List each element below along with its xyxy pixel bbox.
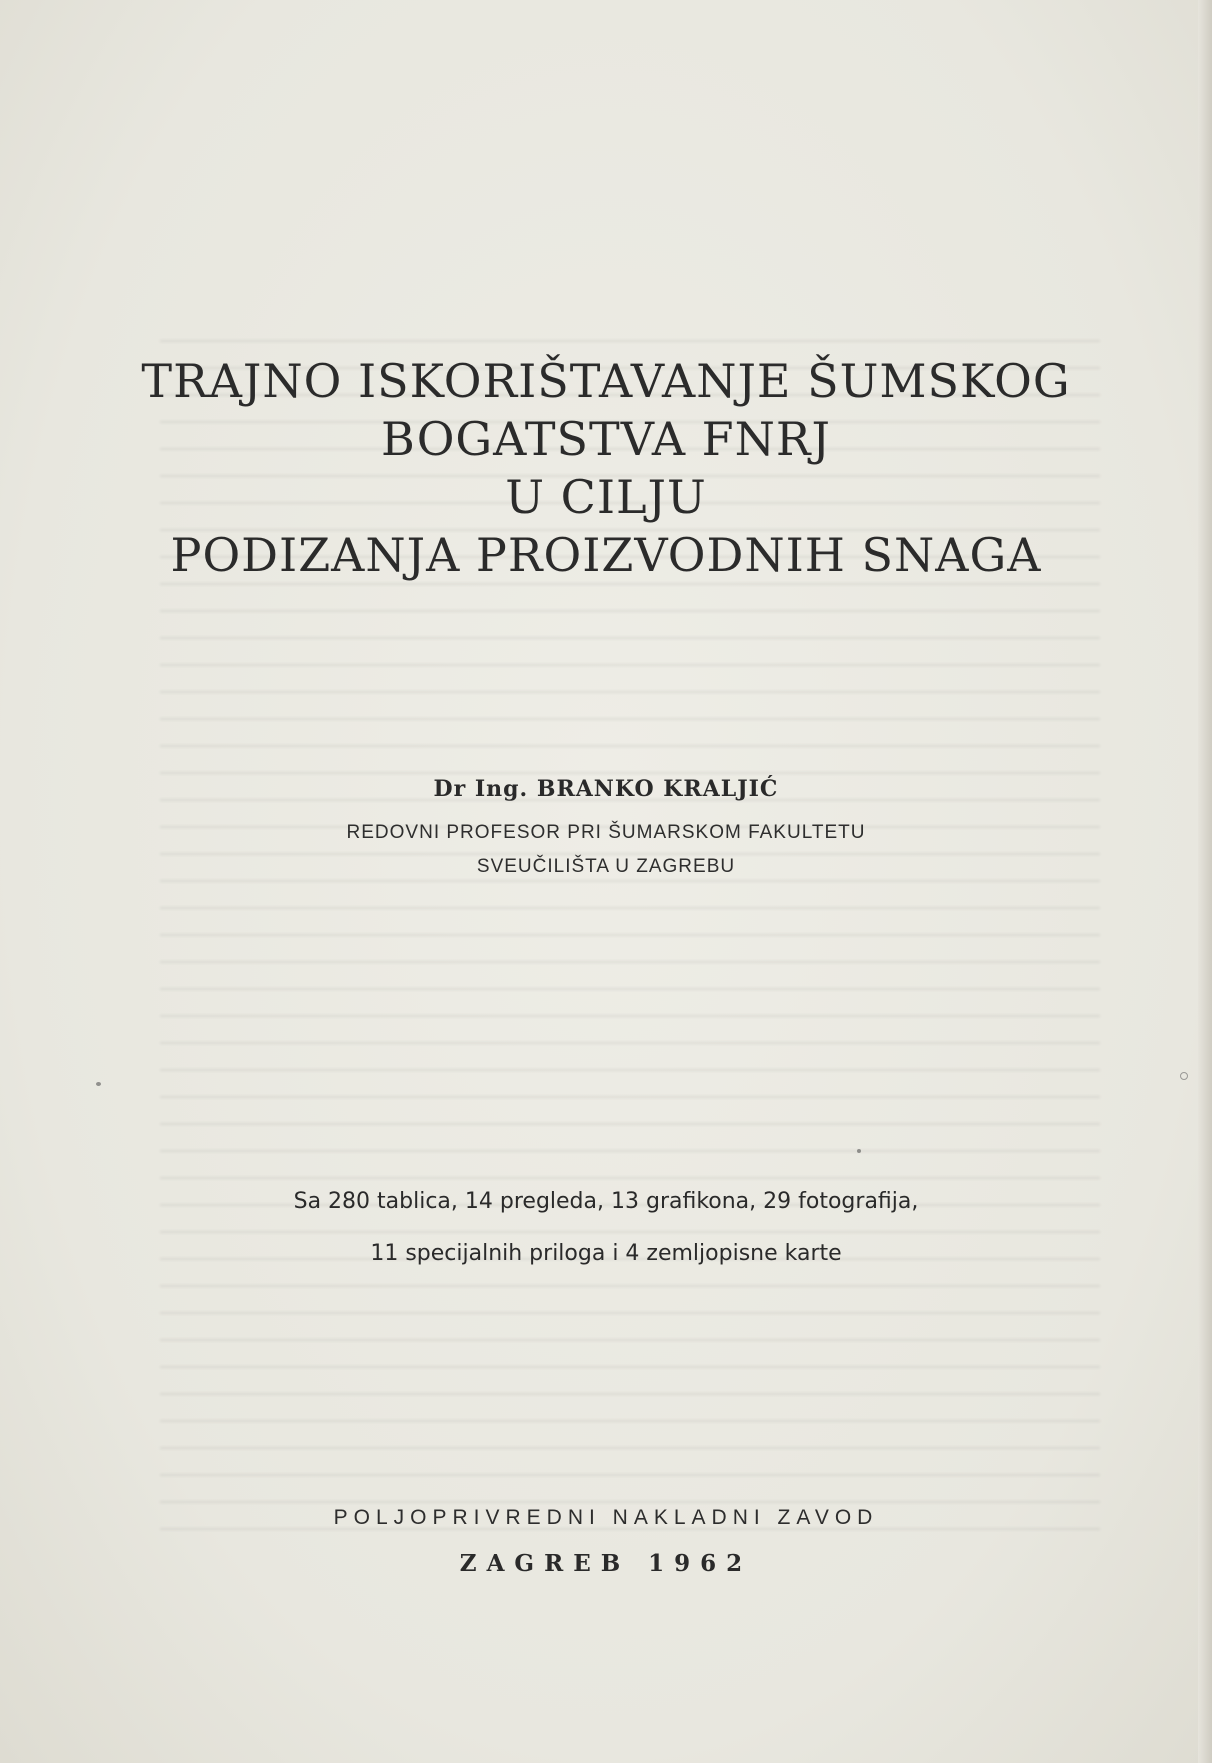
author-institution: SVEUČILIŠTA U ZAGREBU xyxy=(476,856,736,877)
title-line-4: PODIZANJA PROIZVODNIH SNAGA xyxy=(170,528,1042,582)
author-name: Dr Ing. BRANKO KRALJIĆ xyxy=(433,776,779,802)
ink-speck xyxy=(857,1149,861,1153)
ink-speck xyxy=(96,1082,101,1086)
author-info xyxy=(0,776,1212,884)
title-line-2: BOGATSTVA FNRJ xyxy=(381,412,831,466)
contents-line-1: Sa 280 tablica, 14 pregleda, 13 grafikona, 29 fotografija, xyxy=(293,1189,919,1214)
book-title xyxy=(0,352,1212,584)
contents-line-2: 11 specijalnih priloga i 4 zemljopisne karte xyxy=(370,1241,842,1266)
publisher-place-year: ZAGREB 1962 xyxy=(459,1550,753,1577)
title-line-1: TRAJNO ISKORIŠTAVANJE ŠUMSKOG xyxy=(141,354,1071,408)
publisher-info xyxy=(0,1506,1212,1577)
ink-speck xyxy=(1180,1072,1188,1080)
author-position: REDOVNI PROFESOR PRI ŠUMARSKOM FAKULTETU xyxy=(346,822,866,843)
title-line-3: U CILJU xyxy=(505,470,707,524)
publisher-name: POLJOPRIVREDNI NAKLADNI ZAVOD xyxy=(333,1506,879,1529)
contents-summary xyxy=(0,1176,1212,1280)
